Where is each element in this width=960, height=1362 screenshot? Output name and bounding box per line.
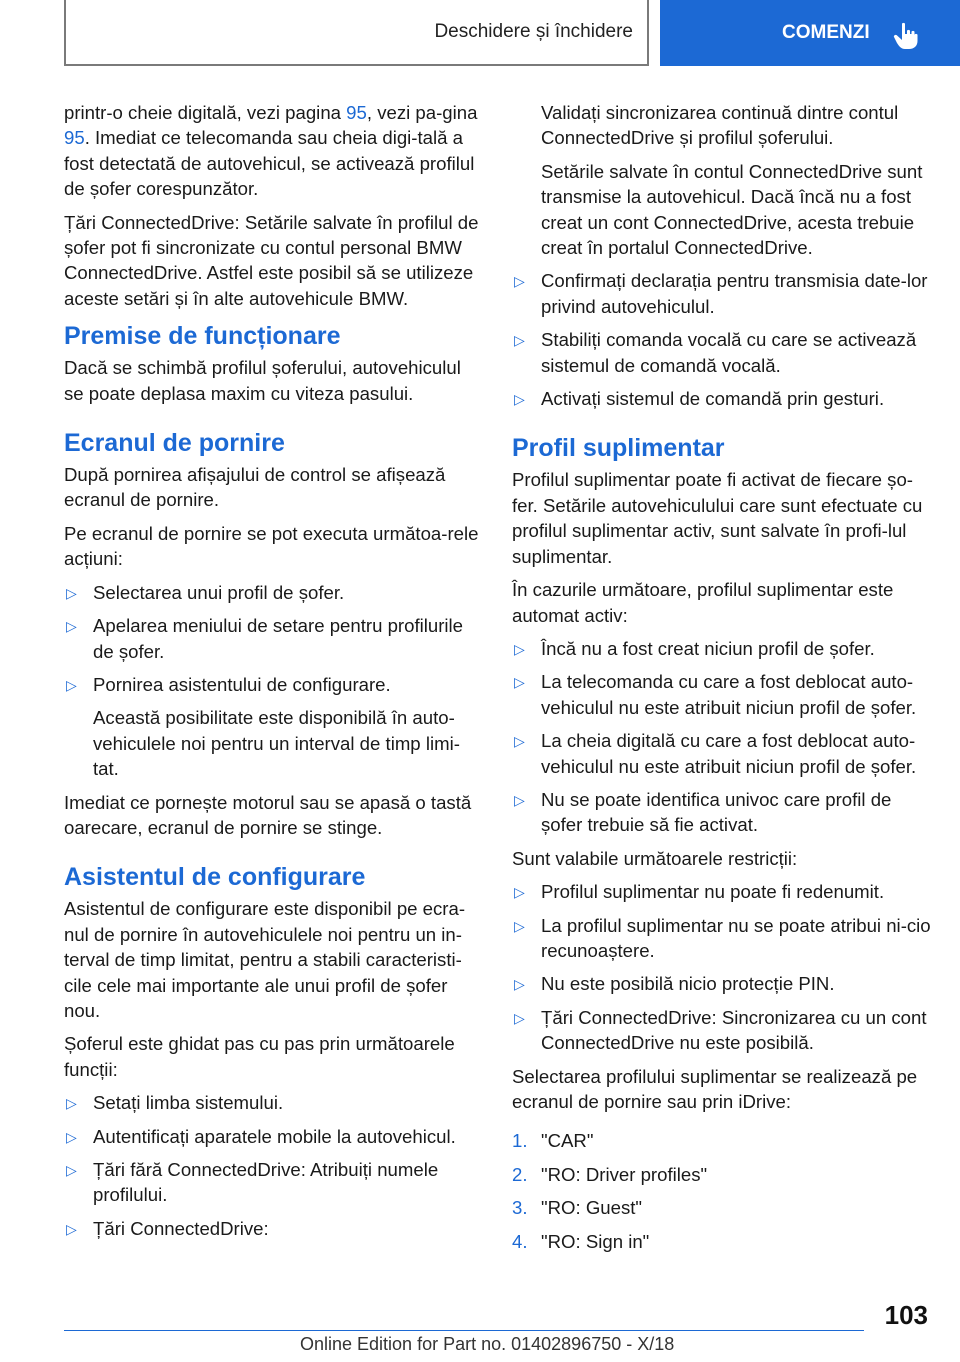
step-item: 1. "CAR": [512, 1128, 932, 1153]
list-item: ▷ Confirmați declarația pentru transmisia date-lor privind autovehiculul.: [514, 270, 928, 317]
left-column: [64, 100, 480, 1249]
list-item: ▷ Activați sistemul de comandă prin gesturi.: [512, 386, 932, 411]
list-item: ▷ La cheia digitală cu care a fost deblocat auto-vehiculul nu este atribuit niciun profil de șofer.: [514, 730, 917, 777]
paragraph: printr-o cheie digitală, vezi pagina 95, vezi pa-gina 95. Imediat ce telecomanda sau cheia digi-tală a fost detectată de autovehicul, se activează profilul de șofer corespunzător.: [64, 102, 478, 200]
paragraph: După pornirea afișajului de control se afișează ecranul de pornire.: [64, 464, 446, 511]
list-note: Validați sincronizarea continuă dintre contul ConnectedDrive și profilul șoferului.: [541, 102, 899, 149]
list-item: ▷ Profilul suplimentar nu poate fi redenumit.: [512, 879, 932, 904]
chapter-title: COMENZI: [782, 22, 870, 43]
bullet-triangle-icon: ▷: [66, 1220, 77, 1237]
list-item: ▷ Setați limba sistemului.: [64, 1090, 480, 1115]
paragraph: Șoferul este ghidat pas cu pas prin următoarele funcții:: [64, 1033, 455, 1080]
list-note: Setările salvate în contul ConnectedDrive sunt transmise la autovehicul. Dacă încă nu a fost creat un cont ConnectedDrive, acesta trebuie creat în portalul ConnectedDrive.: [541, 160, 923, 259]
bullet-triangle-icon: ▷: [514, 733, 525, 750]
list-item: ▷ Apelarea meniului de setare pentru profilurile de șofer.: [66, 615, 464, 662]
bullet-triangle-icon: ▷: [514, 391, 525, 408]
bullet-triangle-icon: ▷: [66, 1162, 77, 1178]
step-item: 4. "RO: Sign in": [512, 1229, 932, 1254]
bullet-triangle-icon: ▷: [514, 273, 525, 290]
bullet-triangle-icon: ▷: [514, 640, 525, 657]
bullet-triangle-icon: ▷: [514, 674, 525, 691]
step-item: 3. "RO: Guest": [512, 1195, 932, 1220]
list-item: ▷ Țări ConnectedDrive: Sincronizarea cu un cont ConnectedDrive nu este posibilă.: [514, 1006, 927, 1054]
list-item: ▷ Nu se poate identifica univoc care profil de șofer trebuie să fie activat.: [514, 788, 892, 836]
paragraph: Selectarea profilului suplimentar se realizează pe ecranul de pornire sau prin iDrive:: [512, 1065, 918, 1112]
heading-ecran: Ecranul de pornire: [64, 429, 285, 458]
list-item: ▷ Selectarea unui profil de șofer.: [64, 580, 480, 605]
paragraph: Țări ConnectedDrive: Setările salvate în profilul de șofer pot fi sincronizate cu contul personal BMW ConnectedDrive. Astfel este posibil să se utilizeze aceste setări și în alte autovehicule BMW.: [64, 211, 479, 309]
bullet-triangle-icon: ▷: [66, 584, 77, 601]
list-item: ▷ Pornirea asistentului de configurare.: [64, 672, 480, 697]
bullet-triangle-icon: ▷: [514, 884, 525, 901]
footer-divider: [64, 1330, 864, 1331]
bullet-triangle-icon: ▷: [66, 1095, 77, 1112]
paragraph: Pe ecranul de pornire se pot executa următoa-rele acțiuni:: [64, 522, 479, 570]
bullet-triangle-icon: ▷: [514, 1009, 525, 1026]
footer-text: Online Edition for Part no. 01402896750 - X/18: [300, 1334, 675, 1354]
paragraph: Dacă se schimbă profilul șoferului, autovehiculul se poate deplasa maxim cu viteza pasului.: [64, 357, 461, 404]
section-title-text: Deschidere și închidere: [434, 21, 633, 42]
bullet-triangle-icon: ▷: [514, 332, 525, 349]
paragraph: Asistentul de configurare este disponibil pe ecra-nul de pornire în autovehiculele noi pentru un in-terval de timp limitat, pentru a stabili caracteristi-cile cele mai importante ale unui profil de șofer nou.: [64, 898, 466, 1021]
list-item: ▷ Încă nu a fost creat niciun profil de șofer.: [512, 636, 932, 661]
list-item: ▷ Stabiliți comanda vocală cu care se activează sistemul de comandă vocală.: [514, 329, 917, 376]
hand-pointer-icon: [893, 22, 919, 50]
list-item: ▷ La telecomanda cu care a fost deblocat auto-vehiculul nu este atribuit niciun profil de șofer.: [514, 671, 917, 718]
step-number: 3.: [512, 1197, 528, 1219]
bullet-triangle-icon: ▷: [514, 976, 525, 993]
step-number: 2.: [512, 1163, 528, 1185]
page-link[interactable]: 95: [346, 102, 367, 123]
section-title: [64, 0, 649, 66]
list-item: ▷ Nu este posibilă nicio protecție PIN.: [512, 971, 932, 996]
page-number: 103: [884, 1300, 928, 1330]
list-item: ▷ Autentificați aparatele mobile la autovehicul.: [64, 1124, 480, 1149]
paragraph: Profilul suplimentar poate fi activat de fiecare șo-fer. Setările autovehiculului care sunt efectuate cu profilul suplimentar activ, sunt salvate în profi-lul suplimentar.: [512, 469, 923, 567]
heading-profil: Profil suplimentar: [512, 434, 725, 463]
page-link[interactable]: 95: [64, 127, 85, 149]
list-item: ▷ Țări ConnectedDrive:: [64, 1216, 480, 1241]
step-item: 2. "RO: Driver profiles": [512, 1162, 932, 1187]
list-item: ▷ La profilul suplimentar nu se poate atribui ni-cio recunoaștere.: [514, 914, 931, 961]
right-column: [512, 100, 932, 1262]
list-note: Această posibilitate este disponibilă în auto-vehiculele noi pentru un interval de timp limi-tat.: [93, 707, 460, 780]
bullet-triangle-icon: ▷: [66, 1128, 77, 1145]
step-number: 1.: [512, 1130, 528, 1152]
heading-asistent: Asistentul de configurare: [64, 863, 366, 892]
list-item: ▷ Țări fără ConnectedDrive: Atribuiți numele profilului.: [66, 1159, 439, 1206]
bullet-triangle-icon: ▷: [514, 917, 525, 934]
step-number: 4.: [512, 1230, 528, 1252]
bullet-triangle-icon: ▷: [66, 676, 77, 693]
paragraph: În cazurile următoare, profilul suplimentar este automat activ:: [512, 579, 894, 626]
paragraph: Imediat ce pornește motorul sau se apasă o tastă oarecare, ecranul de pornire se stinge.: [64, 791, 472, 838]
paragraph: Sunt valabile următoarele restricții:: [512, 847, 798, 869]
bullet-triangle-icon: ▷: [66, 618, 77, 635]
heading-premise: Premise de funcționare: [64, 322, 341, 351]
bullet-triangle-icon: ▷: [514, 791, 525, 808]
